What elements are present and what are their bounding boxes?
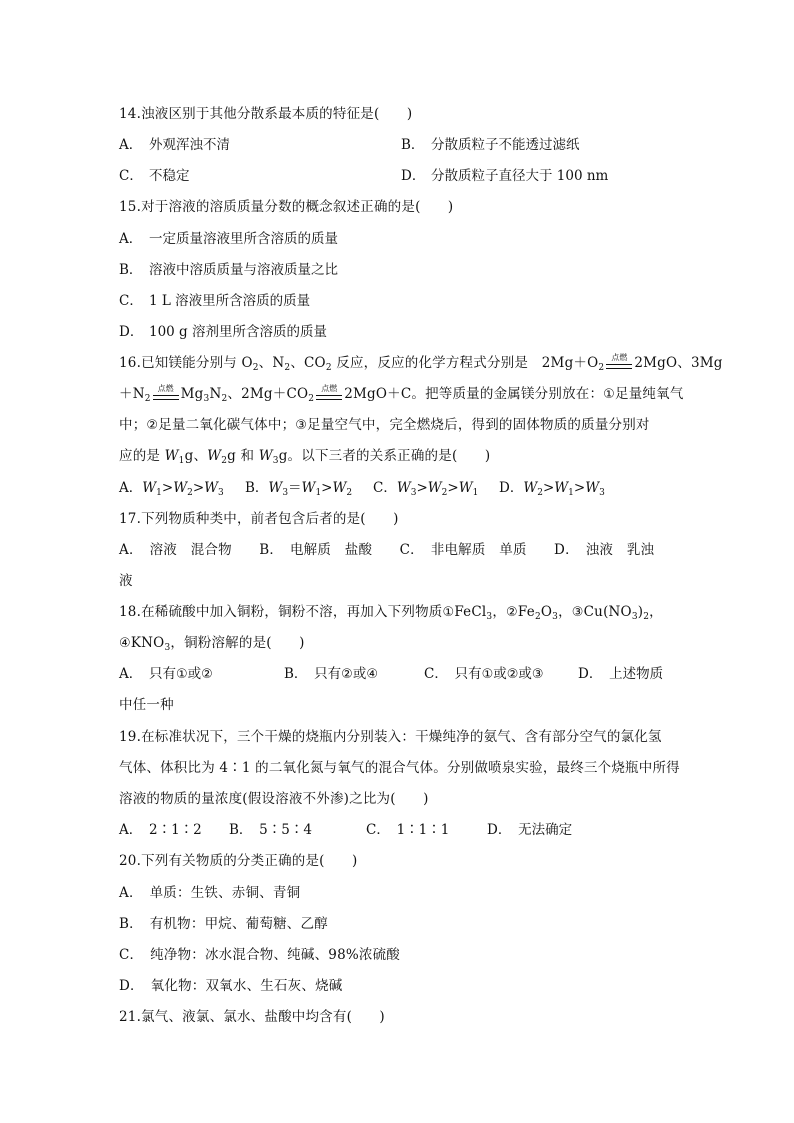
q18-option-a: A． 只有①或②: [119, 666, 213, 682]
circled-3: ③: [571, 605, 584, 620]
circled-1: ①: [442, 605, 455, 620]
reaction-arrow-ignite: 点燃: [315, 388, 343, 402]
q14-option-d: D． 分散质粒子直径大于 100 nm: [401, 168, 609, 184]
q20-option-a: A． 单质：生铁、赤铜、青铜: [119, 885, 301, 901]
q16-option-a: A．$W_1>W_2>W_3$: [119, 480, 224, 498]
q15-option-b: B． 溶液中溶质质量与溶液质量之比: [119, 262, 338, 278]
circled-2: ②: [506, 605, 518, 620]
q17-options-wrap: 液: [119, 573, 133, 589]
q17-options: A． 溶液 混合物 B． 电解质 盐酸 C． 非电解质 单质 D． 浊液 乳浊: [119, 542, 655, 558]
q16-line-1: 16.已知镁能分别与 $O_2$、$N_2$、$CO_2$ 反应，反应的化学方程式分别是 $2Mg+O_2$ 点燃 2MgO、3Mg: [119, 352, 723, 373]
q16-option-b: B．$W_3=W_1>W_2$: [245, 480, 353, 498]
q19-option-c: C． 1∶1∶1: [366, 822, 450, 838]
q15-option-c: C． 1 L 溶液里所含溶质的质量: [119, 293, 311, 309]
circled-1: ①: [603, 387, 616, 402]
q16-option-c: C．$W_3>W_2>W_1$: [373, 480, 479, 498]
reaction-arrow-ignite: 点燃: [605, 357, 633, 371]
q18-option-b: B． 只有②或④: [284, 666, 378, 682]
q19-option-a: A． 2∶1∶2: [119, 822, 202, 838]
q18-option-d: D． 上述物质: [578, 666, 664, 682]
q20-stem: 20.下列有关物质的分类正确的是( ): [119, 853, 358, 869]
q18-line-1: 18.在稀硫酸中加入铜粉，铜粉不溶，再加入下列物质①FeCl$_3$，$②Fe_2O_3$，$③Cu(NO_3)_2$，: [119, 604, 663, 622]
q16-line-3: 中；②足量二氧化碳气体中；③足量空气中，完全燃烧后，得到的固体物质的质量分别对: [119, 417, 650, 433]
q16-line-4: 应的是 $W_1g$、$W_2g$ 和 $W_3g$。以下三者的关系正确的是( ): [119, 448, 491, 466]
circled-3: ③: [295, 418, 308, 433]
q19-option-b: B． 5∶5∶4: [229, 822, 312, 838]
q16-line-2: $+N_2$ 点燃 $Mg_3N_2$、$2Mg+CO_2$ 点燃 2MgO＋C。把等质量的金属镁分别放在：①足量纯氧气: [119, 383, 684, 404]
q18-line-2: $④KNO_3$，铜粉溶解的是( ): [119, 635, 305, 653]
q19-line-3: 溶液的物质的量浓度(假设溶液不外渗)之比为( ): [119, 791, 429, 807]
q16-option-d: D．$W_2>W_1>W_3$: [499, 480, 605, 498]
q15-stem: 15.对于溶液的溶质质量分数的概念叙述正确的是( ): [119, 199, 454, 215]
q19-line-1: 19.在标准状况下，三个干燥的烧瓶内分别装入：干燥纯净的氨气、含有部分空气的氯化氢: [119, 729, 662, 745]
q20-option-d: D． 氧化物：双氧水、生石灰、烧碱: [119, 978, 343, 994]
q19-option-d: D． 无法确定: [487, 822, 573, 838]
reaction-arrow-ignite: 点燃: [152, 388, 180, 402]
q17-stem: 17.下列物质种类中，前者包含后者的是( ): [119, 511, 399, 527]
q20-option-b: B． 有机物：甲烷、葡萄糖、乙醇: [119, 916, 328, 932]
q14-stem: 14.浊液区别于其他分散系最本质的特征是( ): [119, 106, 413, 122]
q15-option-a: A． 一定质量溶液里所含溶质的质量: [119, 231, 338, 247]
q18-option-c: C． 只有①或②或③: [424, 666, 544, 682]
q21-stem: 21.氯气、液氯、氯水、盐酸中均含有( ): [119, 1009, 385, 1025]
q14-option-c: C． 不稳定: [119, 168, 190, 184]
q14-option-a: A． 外观浑浊不清: [119, 137, 230, 153]
circled-2: ②: [146, 418, 159, 433]
q20-option-c: C． 纯净物：冰水混合物、纯碱、98%浓硫酸: [119, 947, 400, 963]
q15-option-d: D． 100 g 溶剂里所含溶质的质量: [119, 324, 327, 340]
circled-4: ④: [119, 636, 131, 651]
q14-option-b: B． 分散质粒子不能透过滤纸: [401, 137, 580, 153]
q18-option-d-wrap: 中任一种: [119, 697, 174, 713]
q19-line-2: 气体、体积比为 4∶1 的二氧化氮与氧气的混合气体。分别做喷泉实验，最终三个烧瓶中所得: [119, 760, 680, 776]
